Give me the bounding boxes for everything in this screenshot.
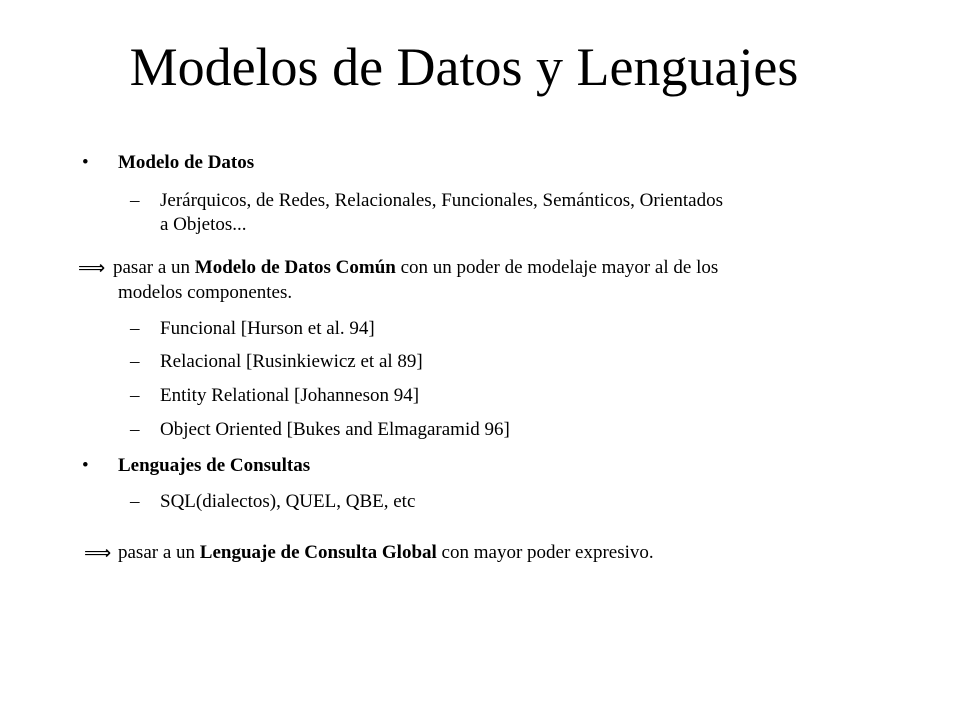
implies-arrow-icon: ⟹ [78,257,106,279]
bullet-icon: • [82,152,89,173]
dash-icon: – [130,419,140,440]
modelo-implication-line2: modelos componentes. [118,282,293,303]
slide-title: Modelos de Datos y Lenguajes [129,37,799,97]
lenguajes-implication: pasar a un Lenguaje de Consulta Global con mayor poder expresivo. [118,542,654,563]
dash-icon: – [130,318,140,339]
lenguajes-sub1: SQL(dialectos), QUEL, QBE, etc [160,491,416,512]
bullet-icon: • [82,455,89,476]
dash-icon: – [130,351,140,372]
modelo-item: Funcional [Hurson et al. 94] [160,318,375,339]
modelo-item: Entity Relational [Johanneson 94] [160,385,420,406]
dash-icon: – [130,491,140,512]
implies-arrow-icon: ⟹ [84,542,112,564]
modelo-implication: pasar a un Modelo de Datos Común con un poder de modelaje mayor al de los [113,257,719,278]
modelo-item: Relacional [Rusinkiewicz et al 89] [160,351,423,372]
modelo-sub1-line2: a Objetos... [160,214,247,235]
modelo-heading: Modelo de Datos [118,152,255,173]
modelo-item: Object Oriented [Bukes and Elmagaramid 96] [160,419,510,440]
dash-icon: – [130,190,140,211]
lenguajes-heading: Lenguajes de Consultas [118,455,311,476]
dash-icon: – [130,385,140,406]
modelo-sub1-line1: Jerárquicos, de Redes, Relacionales, Funcionales, Semánticos, Orientados [160,190,723,211]
